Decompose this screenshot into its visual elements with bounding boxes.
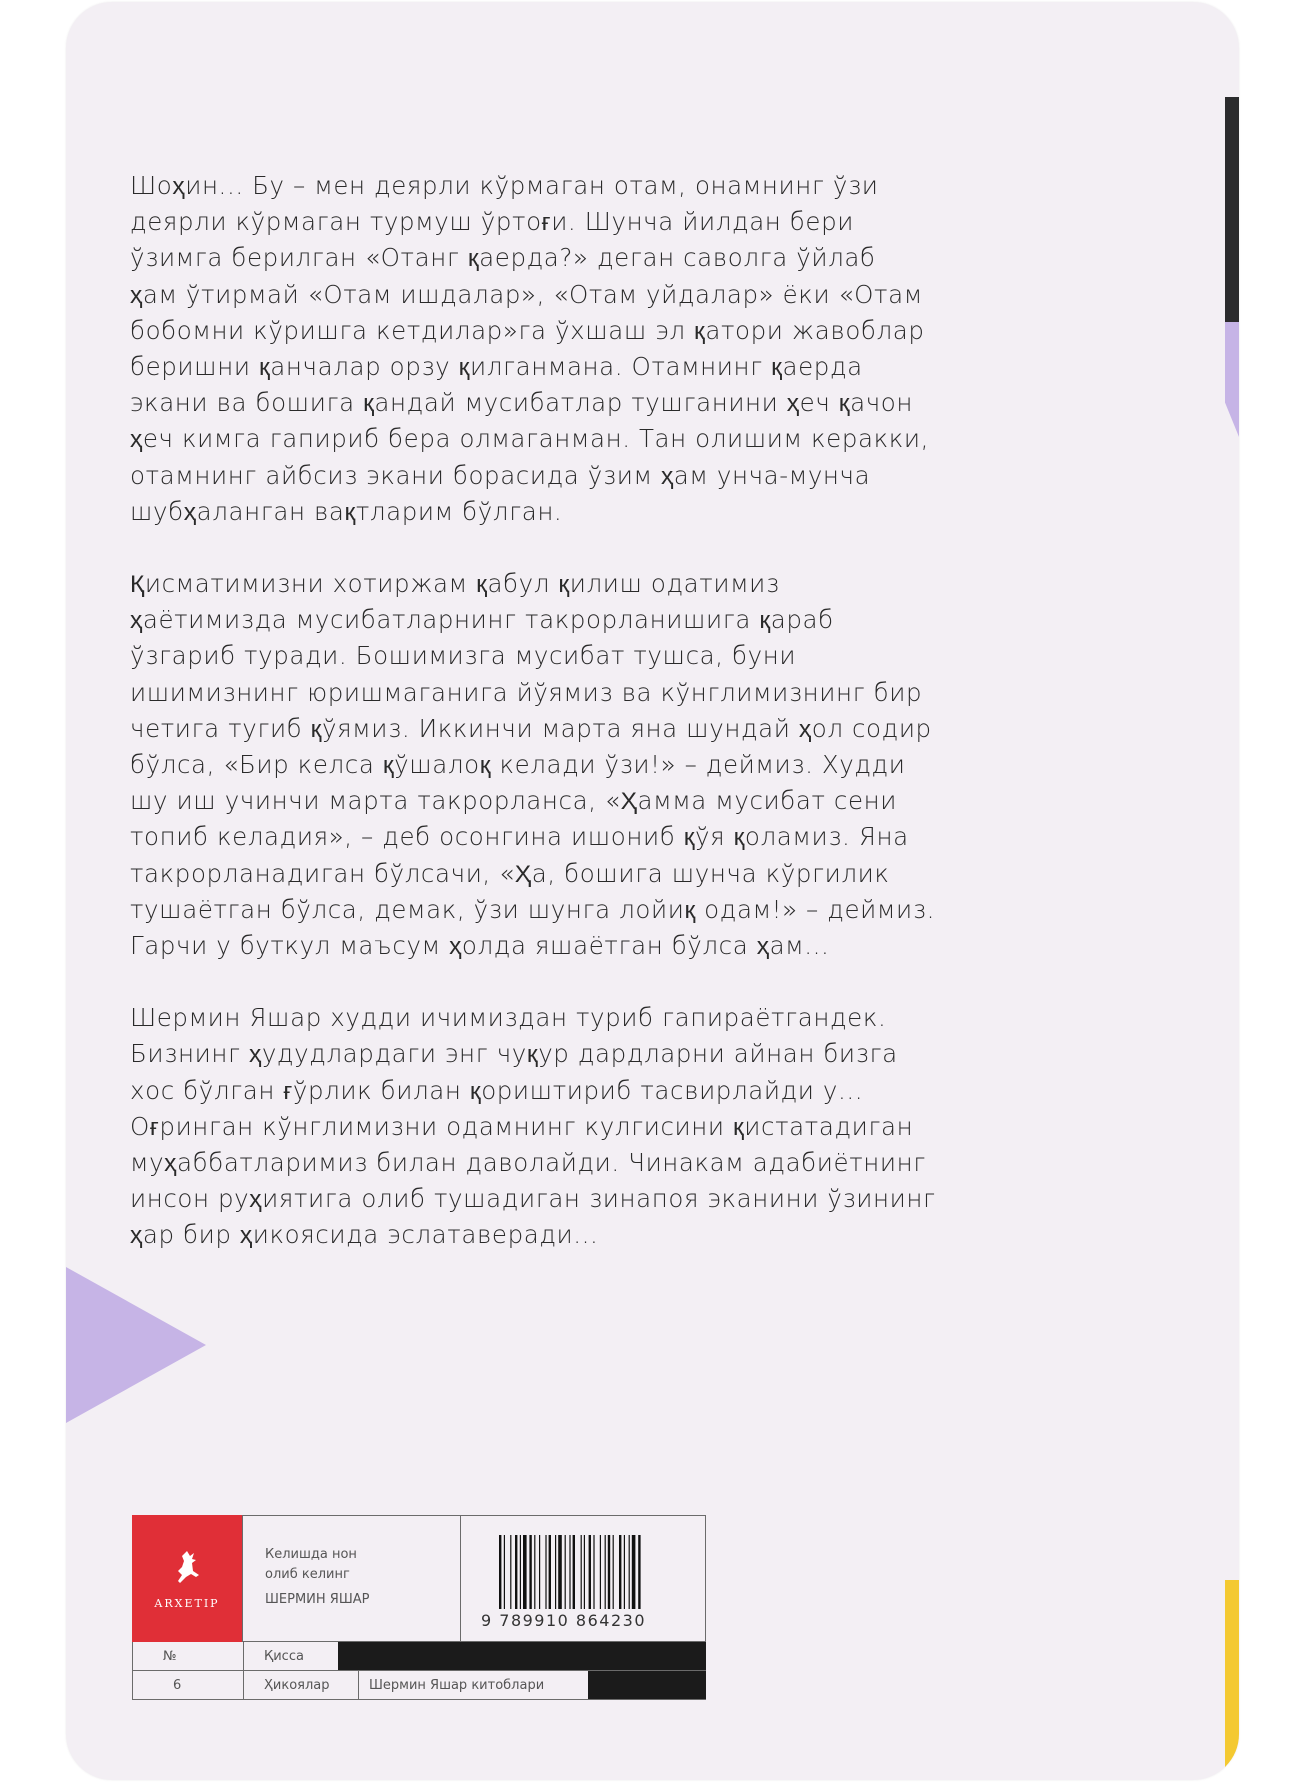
- blurb-line: отамнинг айбсиз экани борасида ўзим ҳам унча-мунча: [130, 460, 871, 490]
- black-bar-row-2: [338, 1642, 706, 1670]
- blurb-line: Гарчи у буткул маъсум ҳолда яшаётган бўлса ҳам...: [130, 931, 830, 961]
- blurb-line: тушаётган бўлса, демак, ўзи шунга лойиқ одам!» – деймиз.: [130, 894, 935, 924]
- blurb-line: ҳар бир ҳикоясида эслатаверади...: [130, 1220, 599, 1250]
- blurb-line: Қисматимизни хотиржам қабул қилиш одатимиз: [130, 569, 780, 599]
- barcode-bar: [613, 1535, 614, 1609]
- blurb-text: [130, 168, 990, 1290]
- series-label: Шермин Яшар китоблари: [358, 1671, 588, 1699]
- blurb-line: ўзимга берилган «Отанг қаерда?» деган саволга ўйлаб: [130, 243, 876, 273]
- blurb-line: шу иш учинчи марта такрорланса, «Ҳамма мусибат сени: [130, 786, 898, 816]
- barcode-bar: [549, 1535, 551, 1609]
- book-title-cell: [242, 1515, 460, 1642]
- barcode-bar: [545, 1535, 546, 1609]
- barcode-bar: [608, 1535, 610, 1609]
- blurb-line: шубҳаланган вақтларим бўлган.: [130, 496, 563, 526]
- category-label: Ҳикоялар: [243, 1671, 358, 1699]
- barcode-bar: [581, 1535, 582, 1609]
- book-title-line-1: Келишда нон: [265, 1547, 357, 1562]
- barcode-icon: [499, 1535, 687, 1609]
- barcode-bar: [593, 1535, 594, 1609]
- book-title-line-2: олиб келинг: [265, 1567, 350, 1582]
- blurb-paragraph: [130, 566, 990, 964]
- barcode-bar: [589, 1535, 591, 1609]
- barcode-bar: [558, 1535, 562, 1609]
- barcode-bar: [515, 1535, 517, 1609]
- barcode-bar: [523, 1535, 527, 1609]
- number-value: 6: [173, 1677, 182, 1693]
- purple-triangle-decoration: [66, 1267, 206, 1423]
- blurb-line: Шермин Яшар худди ичимиздан туриб гапираётгандек.: [130, 1003, 887, 1033]
- blurb-line: деярли кўрмаган турмуш ўртоғи. Шунча йилдан бери: [130, 207, 854, 237]
- info-row-2: [132, 1642, 706, 1671]
- barcode-bar: [629, 1535, 630, 1609]
- barcode-bar: [534, 1535, 535, 1609]
- barcode-bar: [565, 1535, 566, 1609]
- deer-logo-icon: [166, 1547, 208, 1589]
- blurb-line: муҳаббатларимиз билан даволайди. Чинакам адабиётнинг: [130, 1148, 926, 1178]
- publication-info-block: [132, 1515, 706, 1700]
- spine-purple-stripe: [1225, 322, 1239, 437]
- blurb-line: ишимизнинг юришмаганига йўямиз ва кўнглимизнинг бир: [130, 677, 923, 707]
- barcode-bar: [605, 1535, 606, 1609]
- barcode-cell: [460, 1515, 706, 1642]
- barcode-bar: [584, 1535, 585, 1609]
- blurb-line: хос бўлган ғўрлик билан қориштириб тасвирлайди у...: [130, 1075, 864, 1105]
- blurb-line: Шоҳин... Бу – мен деярли кўрмаган отам, онамнинг ўзи: [130, 171, 879, 200]
- blurb-line: ўзгариб туради. Бошимизга мусибат тушса, буни: [130, 641, 797, 671]
- genre-label: Қисса: [243, 1642, 338, 1670]
- blurb-line: бобомни кўришга кетдилар»га ўхшаш эл қатори жавоблар: [130, 315, 925, 345]
- blurb-line: бўлса, «Бир келса қўшалоқ келади ўзи!» – деймиз. Худди: [130, 750, 906, 780]
- publisher-logo: [132, 1515, 242, 1642]
- number-label: №: [163, 1648, 177, 1664]
- barcode-bar: [619, 1535, 621, 1609]
- barcode-bar: [573, 1535, 575, 1609]
- blurb-paragraph: [130, 168, 990, 530]
- info-row-3: [132, 1671, 706, 1700]
- barcode-bar: [632, 1535, 636, 1609]
- isbn-number: 9 789910 864230: [481, 1611, 647, 1630]
- barcode-bar: [504, 1535, 505, 1609]
- blurb-line: четига тугиб қўямиз. Иккинчи марта яна шундай ҳол содир: [130, 713, 932, 743]
- spine-yellow-stripe: [1225, 1580, 1239, 1780]
- barcode-bar: [555, 1535, 556, 1609]
- blurb-line: ҳеч кимга гапириб бера олмаганман. Тан олишим керакки,: [130, 424, 930, 454]
- blurb-line: ҳам ўтирмай «Отам ишдалар», «Отам уйдалар» ёки «Отам: [130, 279, 923, 309]
- blurb-line: топиб келадия», – деб осонгина ишониб қўя қоламиз. Яна: [130, 822, 909, 852]
- blurb-line: инсон руҳиятига олиб тушадиган зинапоя эканини ўзининг: [130, 1184, 936, 1214]
- barcode-bar: [510, 1535, 511, 1609]
- barcode-bar: [529, 1535, 531, 1609]
- blurb-line: такрорланадиган бўлсачи, «Ҳа, бошига шунча кўргилик: [130, 858, 890, 888]
- barcode-bar: [638, 1535, 640, 1609]
- spine-dark-stripe: [1225, 97, 1239, 327]
- black-bar-row-3: [588, 1671, 706, 1699]
- barcode-bar: [600, 1535, 601, 1609]
- barcode-bar: [499, 1535, 501, 1609]
- barcode-bar: [539, 1535, 540, 1609]
- blurb-line: беришни қанчалар орзу қилганмана. Отамнинг қаерда: [130, 352, 863, 382]
- blurb-line: Бизнинг ҳудудлардаги энг чуқур дардларни айнан бизга: [130, 1039, 898, 1069]
- blurb-line: экани ва бошига қандай мусибатлар тушганини ҳеч қачон: [130, 388, 913, 418]
- blurb-line: Оғринган кўнглимизни одамнинг кулгисини қистатадиган: [130, 1111, 914, 1141]
- book-author: ШЕРМИН ЯШАР: [265, 1592, 370, 1607]
- barcode-bar: [520, 1535, 521, 1609]
- blurb-paragraph: [130, 1000, 990, 1253]
- publisher-logo-text: ARXETIP: [154, 1597, 220, 1610]
- barcode-bar: [624, 1535, 625, 1609]
- blurb-line: ҳаётимизда мусибатларнинг такрорланишига қараб: [130, 605, 834, 635]
- barcode-bar: [569, 1535, 570, 1609]
